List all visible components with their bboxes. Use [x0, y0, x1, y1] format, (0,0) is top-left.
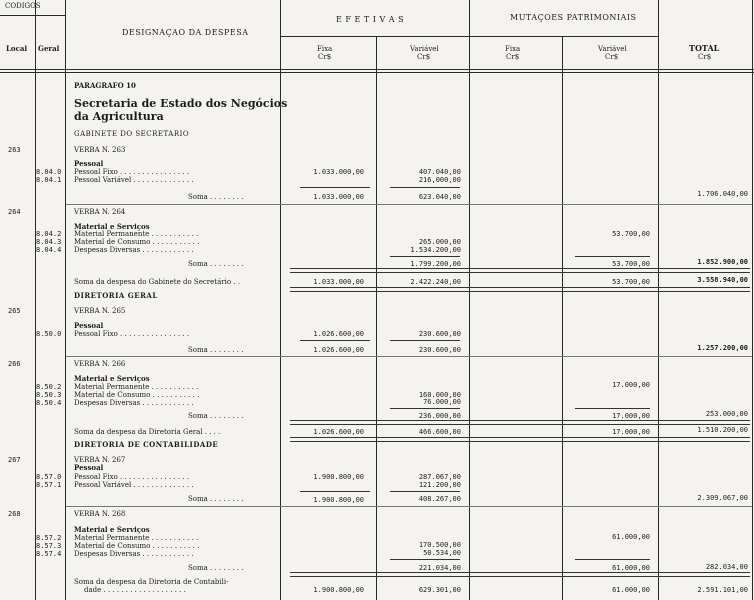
double-underline: [290, 420, 750, 425]
geral-code: 8.57.4: [36, 550, 62, 558]
variavel-value: 216,000,00: [418, 176, 461, 184]
total-header: TOTAL: [689, 43, 720, 53]
col-rule: [35, 0, 36, 600]
variavel-value: 121.200,00: [418, 481, 461, 489]
double-underline: [290, 572, 750, 577]
variavel-value: 265.000,00: [418, 238, 461, 246]
variavel-value: 230.600,00: [418, 330, 461, 338]
group-label: Material e Serviços: [74, 374, 150, 383]
row-label: Material de Consumo . . . . . . . . . . .: [74, 391, 200, 399]
header-rule: [0, 72, 754, 73]
geral-code: 8.04.2: [36, 230, 62, 238]
double-underline: [290, 287, 750, 292]
variavel-value: 76.000,00: [423, 398, 461, 406]
secretaria-heading-2: da Agricultura: [74, 110, 164, 123]
mvariavel-value: 17.000,00: [612, 428, 650, 436]
gabinete-heading: GABINETE DO SECRETARIO: [74, 130, 190, 138]
mvariavel-header: Variável: [598, 45, 627, 53]
total-value: 1.852.900,00: [697, 258, 748, 266]
local-header: Local: [6, 44, 28, 53]
efetivas-header: E F E T I V A S: [336, 15, 405, 24]
local-code: 266: [8, 360, 21, 368]
currency-label: Cr$: [506, 53, 520, 61]
header-rule: [0, 69, 754, 70]
underline: [390, 491, 460, 492]
mutacoes-header: MUTAÇOES PATRIMONIAIS: [510, 13, 637, 22]
currency-label: Cr$: [698, 53, 712, 61]
soma-despesa-label: Soma da despesa do Gabinete do Secretário . .: [74, 278, 240, 286]
currency-label: Cr$: [605, 53, 619, 61]
mvariavel-value: 17.000,00: [612, 412, 650, 420]
variavel-value: 50.534,00: [423, 549, 461, 557]
row-label: Pessoal Variável . . . . . . . . . . . . . .: [74, 481, 194, 489]
geral-code: 8.57.0: [36, 473, 62, 481]
row-label: Despesas Diversas . . . . . . . . . . . .: [74, 246, 194, 254]
variavel-value: 623.040,00: [418, 193, 461, 201]
geral-code: 8.04.3: [36, 238, 62, 246]
header-rule: [0, 15, 65, 16]
geral-code: 8.50.3: [36, 391, 62, 399]
diretoria-contabilidade-heading: DIRETORIA DE CONTABILIDADE: [74, 440, 219, 449]
row-label: Pessoal Variável . . . . . . . . . . . . . .: [74, 176, 194, 184]
fixa-value: 1.033.000,00: [313, 168, 364, 176]
double-underline: [290, 268, 750, 273]
col-rule: [562, 36, 563, 600]
geral-header: Geral: [38, 44, 60, 53]
row-label: Material Permanente . . . . . . . . . . .: [74, 383, 199, 391]
mvariavel-value: 61.000,00: [612, 586, 650, 594]
underline: [390, 256, 460, 257]
variavel-value: 160.000,00: [418, 391, 461, 399]
codigos-header: CODIGOS: [5, 2, 41, 10]
local-code: 263: [8, 146, 21, 154]
verba-label: VERBA N. 267: [74, 456, 126, 464]
fixa-value: 1.900.800,00: [313, 586, 364, 594]
currency-label: Cr$: [417, 53, 431, 61]
mvariavel-value: 61.000,00: [612, 533, 650, 541]
fixa-value: 1.900.800,00: [313, 473, 364, 481]
paragrafo-heading: PARAGRAFO 10: [74, 81, 136, 90]
underline: [300, 491, 370, 492]
diretoria-geral-heading: DIRETORIA GERAL: [74, 291, 158, 300]
local-code: 265: [8, 307, 21, 315]
fixa-value: 1.026.600,00: [313, 346, 364, 354]
group-label: Pessoal: [74, 321, 104, 330]
group-label: Material e Serviços: [74, 222, 150, 231]
underline: [300, 187, 370, 188]
group-label: Pessoal: [74, 463, 104, 472]
total-value: 2.591.101,00: [697, 586, 748, 594]
underline: [575, 408, 650, 409]
total-value: 1.706.040,00: [697, 190, 748, 198]
soma-despesa-label: Soma da despesa da Diretoria de Contabili-: [74, 578, 229, 586]
row-label: Pessoal Fixo . . . . . . . . . . . . . . . .: [74, 330, 190, 338]
geral-code: 8.57.3: [36, 542, 62, 550]
variavel-value: 408.267,00: [418, 495, 461, 503]
header-rule: [280, 36, 658, 37]
mvariavel-value: 53.700,00: [612, 260, 650, 268]
soma-label: Soma . . . . . . . .: [188, 346, 244, 354]
verba-label: VERBA N. 264: [74, 208, 126, 216]
geral-code: 8.50.4: [36, 399, 62, 407]
row-rule: [66, 506, 752, 507]
fixa-value: 1.026.600,00: [313, 330, 364, 338]
verba-label: VERBA N. 263: [74, 146, 126, 154]
fixa-value: 1.033.000,00: [313, 193, 364, 201]
underline: [390, 408, 460, 409]
group-label: Pessoal: [74, 159, 104, 168]
geral-code: 8.04.4: [36, 246, 62, 254]
geral-code: 8.57.2: [36, 534, 62, 542]
variavel-value: 236.000,00: [418, 412, 461, 420]
variavel-value: 1.799.200,00: [410, 260, 461, 268]
total-value: 1.510.200,00: [697, 426, 748, 434]
total-value: 3.558.940,00: [697, 276, 748, 284]
col-rule: [280, 0, 281, 600]
total-value: 253.000,00: [705, 410, 748, 418]
geral-code: 8.04.1: [36, 176, 62, 184]
geral-code: 8.57.1: [36, 481, 62, 489]
verba-label: VERBA N. 266: [74, 360, 126, 368]
underline: [300, 340, 370, 341]
variavel-value: 170.500,00: [418, 541, 461, 549]
variavel-value: 407.040,00: [418, 168, 461, 176]
row-label: Pessoal Fixo . . . . . . . . . . . . . . . .: [74, 473, 190, 481]
variavel-value: 629.301,00: [418, 586, 461, 594]
underline: [575, 256, 650, 257]
local-code: 264: [8, 208, 21, 216]
underline: [390, 187, 460, 188]
variavel-value: 221.034,00: [418, 564, 461, 572]
total-value: 282.034,00: [705, 563, 748, 571]
group-label: Material e Serviços: [74, 525, 150, 534]
variavel-value: 230.600,00: [418, 346, 461, 354]
fixa-value: 1.026.600,00: [313, 428, 364, 436]
geral-code: 8.50.2: [36, 383, 62, 391]
row-label: Material Permanente . . . . . . . . . . .: [74, 534, 199, 542]
variavel-value: 1.534.200,00: [410, 246, 461, 254]
currency-label: Cr$: [318, 53, 332, 61]
row-label: Material de Consumo . . . . . . . . . . .: [74, 542, 200, 550]
col-rule: [469, 0, 470, 600]
soma-label: Soma . . . . . . . .: [188, 260, 244, 268]
underline: [575, 559, 650, 560]
soma-despesa-label-cont: dade . . . . . . . . . . . . . . . . . . .: [84, 586, 186, 594]
soma-label: Soma . . . . . . . .: [188, 412, 244, 420]
soma-label: Soma . . . . . . . .: [188, 564, 244, 572]
row-label: Pessoal Fixo . . . . . . . . . . . . . . . .: [74, 168, 190, 176]
fixa-header: Fixa: [317, 45, 333, 53]
total-value: 1.257.200,00: [697, 344, 748, 352]
mfixa-header: Fixa: [505, 45, 521, 53]
underline: [390, 559, 460, 560]
designacao-header: DESIGNAÇAO DA DESPESA: [122, 28, 249, 37]
local-code: 267: [8, 456, 21, 464]
col-rule: [65, 0, 66, 600]
fixa-value: 1.900.800,00: [313, 496, 364, 504]
mvariavel-value: 17.000,00: [612, 381, 650, 389]
row-label: Material Permanente . . . . . . . . . . .: [74, 230, 199, 238]
secretaria-heading: Secretaria de Estado dos Negócios: [74, 97, 288, 110]
local-code: 268: [8, 510, 21, 518]
variavel-value: 2.422.240,00: [410, 278, 461, 286]
soma-label: Soma . . . . . . . .: [188, 193, 244, 201]
variavel-value: 287.067,00: [418, 473, 461, 481]
mvariavel-value: 53.700,00: [612, 278, 650, 286]
row-rule: [66, 204, 752, 205]
total-value: 2.309.067,00: [697, 494, 748, 502]
underline: [390, 340, 460, 341]
fixa-value: 1.033.000,00: [313, 278, 364, 286]
mvariavel-value: 53.700,00: [612, 230, 650, 238]
variavel-value: 466.600,00: [418, 428, 461, 436]
row-label: Material de Consumo . . . . . . . . . . .: [74, 238, 200, 246]
col-rule: [658, 0, 659, 600]
soma-despesa-label: Soma da despesa da Diretoria Geral . . . .: [74, 428, 221, 436]
variavel-header: Variável: [410, 45, 439, 53]
double-underline: [290, 437, 750, 442]
row-label: Despesas Diversas . . . . . . . . . . . .: [74, 550, 194, 558]
row-rule: [66, 356, 752, 357]
col-rule: [376, 36, 377, 600]
geral-code: 8.04.0: [36, 168, 62, 176]
mvariavel-value: 61.000,00: [612, 564, 650, 572]
verba-label: VERBA N. 265: [74, 307, 126, 315]
geral-code: 8.50.0: [36, 330, 62, 338]
col-rule: [752, 0, 753, 600]
row-label: Despesas Diversas . . . . . . . . . . . .: [74, 399, 194, 407]
soma-label: Soma . . . . . . . .: [188, 495, 244, 503]
verba-label: VERBA N. 268: [74, 510, 126, 518]
